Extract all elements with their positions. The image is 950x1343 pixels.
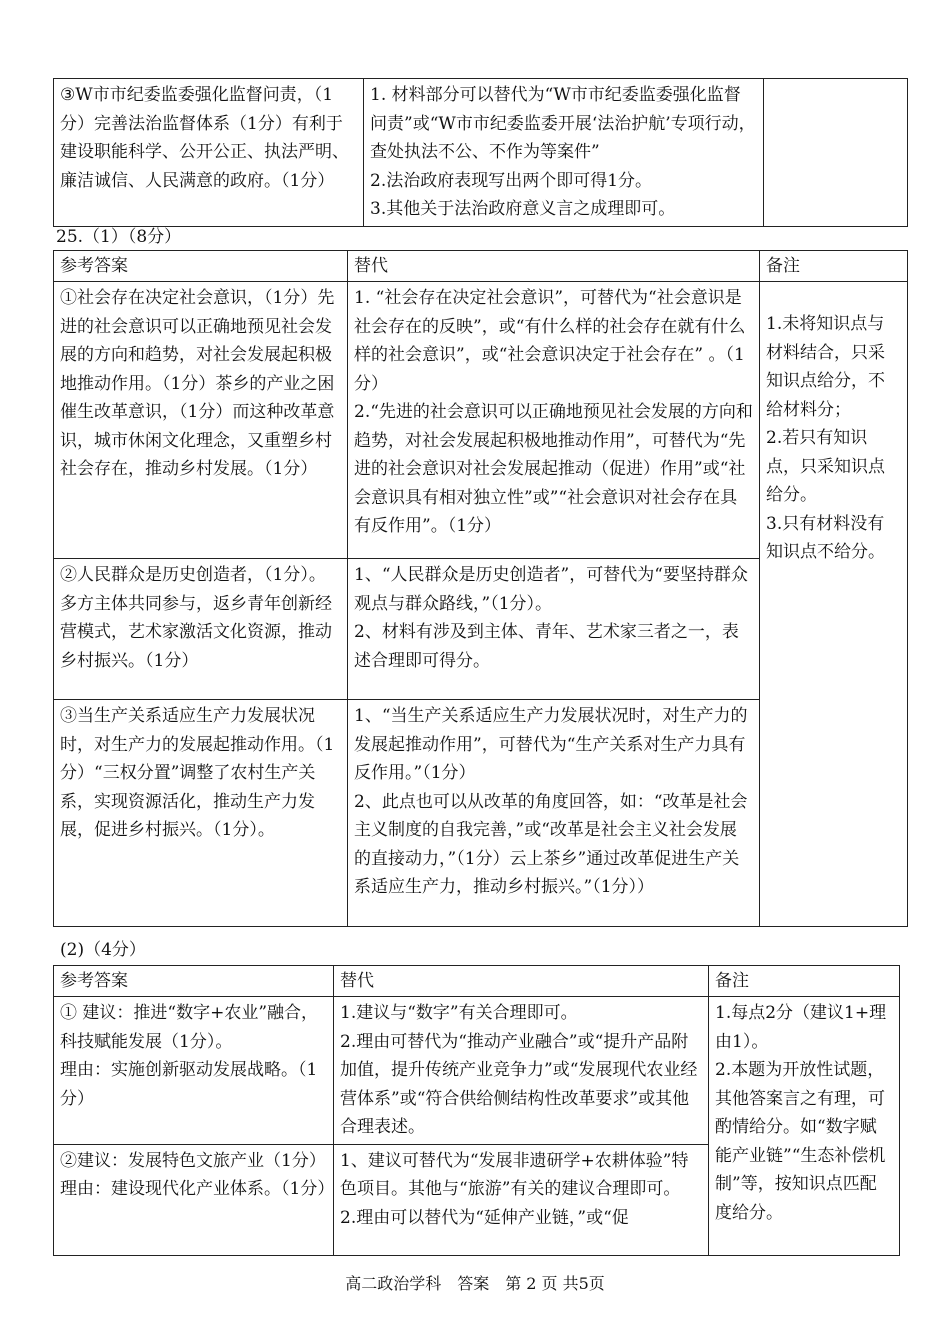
note-cell bbox=[709, 997, 900, 1256]
answer-cell bbox=[54, 997, 334, 1145]
top-continuation-table bbox=[53, 78, 908, 227]
alternative-item: 1. 材料部分可以替代为“W市市纪委监委强化监督问责”或“W市市纪委监委开展‘法治护航’专项行动，查处执法不公、不作为等案件” bbox=[370, 85, 756, 162]
table-header-row bbox=[54, 966, 900, 997]
answer-cell bbox=[54, 700, 348, 927]
question-heading: 25.（1）（8分） bbox=[56, 227, 182, 247]
alternative-cell bbox=[334, 1144, 709, 1255]
alternative-item: 1、“当生产关系适应生产力发展状况时，对生产力的发展起推动作用”，可替代为“生产关系对生产力具有反作用。”（1分） bbox=[354, 706, 748, 783]
alternative-item: 1、建议可替代为“发展非遗研学+农耕体验”特色项目。其他与“旅游”有关的建议合理即可。 bbox=[340, 1150, 689, 1199]
note-item: 3.只有材料没有知识点不给分。 bbox=[766, 513, 885, 562]
suggestion-text: ① 建议：推进“数字+农业”融合，科技赋能发展（1分）。 bbox=[60, 1003, 319, 1052]
answer-cell bbox=[54, 1144, 334, 1255]
alternative-item: 3.其他关于法治政府意义言之成理即可。 bbox=[370, 199, 676, 219]
note-item: 1.每点2分（建议1+理由1）。 bbox=[715, 1003, 887, 1052]
alternative-item: 2.法治政府表现写出两个即可得1分。 bbox=[370, 170, 653, 191]
column-header: 参考答案 bbox=[54, 966, 334, 997]
alternative-item: 2.理由可替代为“推动产业融合”或“提升产品附加值，提升传统产业竞争力”或“发展现代农业经营体系”或“符合供给侧结构性改革要求”或其他合理表述。 bbox=[340, 1031, 698, 1137]
note-item: 2.若只有知识点，只采知识点给分。 bbox=[766, 428, 885, 505]
answer-text: ③当生产关系适应生产力发展状况时，对生产力的发展起推动作用。（1分）“三权分置”调整了农村生产关系，实现资源活化，推动生产力发展，促进乡村振兴。（1分）。 bbox=[60, 706, 335, 840]
alternative-item: 2.理由可以替代为“延伸产业链，”或“促 bbox=[340, 1207, 629, 1228]
answer-text: ②人民群众是历史创造者，（1分）。多方主体共同参与，返乡青年创新经营模式，艺术家激活文化资源，推动乡村振兴。（1分） bbox=[60, 565, 332, 671]
table-row bbox=[54, 282, 908, 559]
column-header: 替代 bbox=[334, 966, 709, 997]
column-header: 备注 bbox=[760, 251, 908, 282]
suggestion-text: ②建议：发展特色文旅产业（1分） bbox=[60, 1150, 326, 1171]
alternative-item: 1. “社会存在决定社会意识”，可替代为“社会意识是社会存在的反映”，或“有什么样的社会存在就有什么样的社会意识”，或“社会意识决定于社会存在” 。（1分） bbox=[354, 288, 746, 394]
alternative-item: 1.建议与“数字”有关合理即可。 bbox=[340, 1003, 578, 1023]
alternative-cell bbox=[348, 559, 760, 700]
reason-text: 理由：建设现代化产业体系。（1分） bbox=[60, 1179, 335, 1199]
question-heading: (2)（4分） bbox=[60, 940, 146, 960]
alternative-item: 2.“先进的社会意识可以正确地预见社会发展的方向和趋势，对社会发展起积极地推动作用”，可替代为“先进的社会意识对社会发展起推动（促进）作用”或“社会意识具有相对独立性”或”“社会意识对社会存在具有反作用”。（1分） bbox=[354, 402, 753, 536]
alternative-item: 2、此点也可以从改革的角度回答，如：“改革是社会主义制度的自我完善，”或“改革是社会主义社会发展的直接动力，”（1分）云上茶乡”通过改革促进生产关系适应生产力，推动乡村振兴。”（1分）） bbox=[354, 791, 748, 897]
alternative-cell bbox=[348, 282, 760, 559]
note-cell bbox=[764, 79, 908, 227]
alternative-cell bbox=[348, 700, 760, 927]
column-header: 备注 bbox=[709, 966, 900, 997]
note-cell bbox=[760, 282, 908, 927]
table-row bbox=[54, 79, 908, 227]
answer-cell bbox=[54, 559, 348, 700]
table-row bbox=[54, 997, 900, 1145]
answer-text: ③W市市纪委监委强化监督问责，（1分）完善法治监督体系（1分）有利于建设职能科学、公开公正、执法严明、廉洁诚信、人民满意的政府。（1分） bbox=[60, 85, 349, 191]
page-footer: 高二政治学科 答案 第 2 页 共5页 bbox=[345, 1274, 605, 1293]
answer-cell bbox=[54, 282, 348, 559]
column-header: 参考答案 bbox=[54, 251, 348, 282]
answer-text: ①社会存在决定社会意识，（1分）先进的社会意识可以正确地预见社会发展的方向和趋势，对社会发展起积极地推动作用。（1分）茶乡的产业之困催生改革意识，（1分）而这种改革意识，城市休闲文化理念，又重塑乡村社会存在，推动乡村发展。（1分） bbox=[60, 288, 335, 479]
alternative-cell bbox=[364, 79, 764, 227]
answer-cell bbox=[54, 79, 364, 227]
note-item: 2.本题为开放性试题，其他答案言之有理，可酌情给分。如“数字赋能产业链”“生态补偿机制”等，按知识点匹配度给分。 bbox=[715, 1060, 886, 1223]
q25-2-table bbox=[53, 965, 900, 1256]
note-item: 1.未将知识点与材料结合，只采知识点给分，不给材料分； bbox=[766, 314, 885, 420]
q25-1-table bbox=[53, 250, 908, 927]
reason-text: 理由：实施创新驱动发展战略。（1分） bbox=[60, 1060, 318, 1109]
alternative-item: 2、材料有涉及到主体、青年、艺术家三者之一，表述合理即可得分。 bbox=[354, 622, 739, 671]
column-header: 替代 bbox=[348, 251, 760, 282]
alternative-item: 1、“人民群众是历史创造者”，可替代为“要坚持群众观点与群众路线，”（1分）。 bbox=[354, 565, 748, 614]
table-header-row bbox=[54, 251, 908, 282]
alternative-cell bbox=[334, 997, 709, 1145]
